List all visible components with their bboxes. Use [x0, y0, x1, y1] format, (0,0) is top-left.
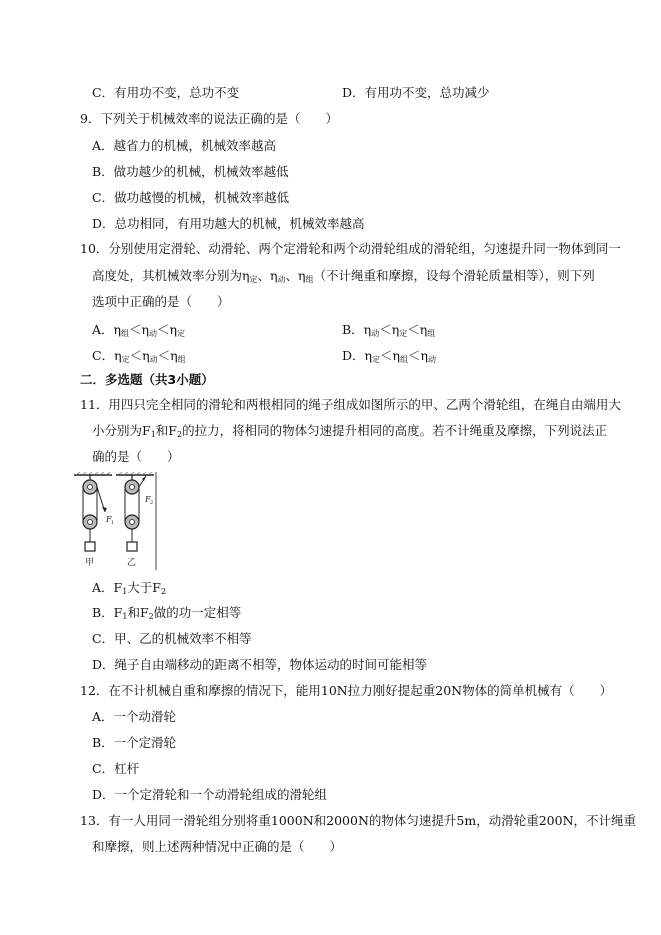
q11-stem-line2: 小分别为$F_1$和$F_2$的拉力，将相同的物体匀速提升相同的高度。若不计绳重及摩擦，下列说法正	[92, 423, 608, 439]
q9-option-d: D．总功相同，有用功越大的机械，机械效率越高	[92, 216, 365, 231]
pulley-diagram	[72, 472, 164, 570]
label-f1-sub: 1	[111, 520, 115, 526]
q11-option-d: D．绳子自由端移动的距离不相等，物体运动的时间可能相等	[92, 657, 428, 672]
weight-jia	[85, 542, 95, 551]
q10-stem-line2: 高度处，其机械效率分别为$\eta_定$、$\eta_动$、$\eta_组$（不计绳重和摩擦，设每个滑轮质量相等），则下列	[92, 268, 595, 284]
q9-stem: 9．下列关于机械效率的说法正确的是（ ）	[80, 111, 338, 126]
q10-stem-line1: 10．分别使用定滑轮、动滑轮、两个定滑轮和两个动滑轮组成的滑轮组，匀速提升同一物体到同一	[80, 241, 621, 256]
label-jia: 甲	[85, 558, 95, 568]
q11-option-a: A．$F_1$大于$F_2$	[92, 580, 167, 596]
q12-stem: 12．在不计机械自重和摩擦的情况下，能用10N拉力刚好提起重20N物体的简单机械有（ ）	[80, 683, 613, 698]
q11-option-b: B．$F_1$和$F_2$做的功一定相等	[92, 605, 242, 621]
q10-option-d: D．$\eta_定<\eta_组<\eta_动$	[342, 348, 437, 364]
section-heading-multiple-choice: 二．多选题（共3小题）	[80, 372, 214, 387]
q10-option-b: B．$\eta_动<\eta_定<\eta_组$	[342, 322, 436, 338]
q12-option-d: D．一个定滑轮和一个动滑轮组成的滑轮组	[92, 787, 328, 802]
q12-option-b: B．一个定滑轮	[92, 735, 177, 750]
q13-stem-line2: 和摩擦，则上述两种情况中正确的是（ ）	[92, 839, 343, 854]
label-f2: F	[145, 495, 151, 504]
q12-option-a: A．一个动滑轮	[92, 709, 177, 724]
q13-stem-line1: 13．有一人用同一滑轮组分别将重1000N和2000N的物体匀速提升5m，动滑轮重200N，不计绳重	[80, 813, 637, 828]
q11-stem-line3: 确的是（ ）	[92, 449, 180, 464]
label-f1: F	[106, 515, 112, 524]
q10-stem-line3: 选项中正确的是（ ）	[92, 294, 230, 309]
q12-option-c: C．杠杆	[92, 761, 140, 776]
q9-option-a: A．越省力的机械，机械效率越高	[92, 138, 277, 153]
q8-option-d: D．有用功不变，总功减少	[342, 85, 490, 100]
q10-option-a: A．$\eta_组<\eta_动<\eta_定$	[92, 322, 186, 338]
q11-stem-line1: 11．用四只完全相同的滑轮和两根相同的绳子组成如图所示的甲、乙两个滑轮组，在绳自由端用大	[80, 397, 621, 412]
q11-option-c: C．甲、乙的机械效率不相等	[92, 631, 252, 646]
q8-option-c: C．有用功不变，总功不变	[92, 85, 240, 100]
q10-option-c: C．$\eta_定<\eta_动<\eta_组$	[92, 348, 186, 364]
q9-option-b: B．做功越少的机械，机械效率越低	[92, 164, 289, 179]
q9-option-c: C．做功越慢的机械，机械效率越低	[92, 190, 290, 205]
weight-yi	[127, 542, 137, 551]
label-f2-sub: 2	[150, 500, 154, 506]
label-yi: 乙	[127, 558, 137, 568]
